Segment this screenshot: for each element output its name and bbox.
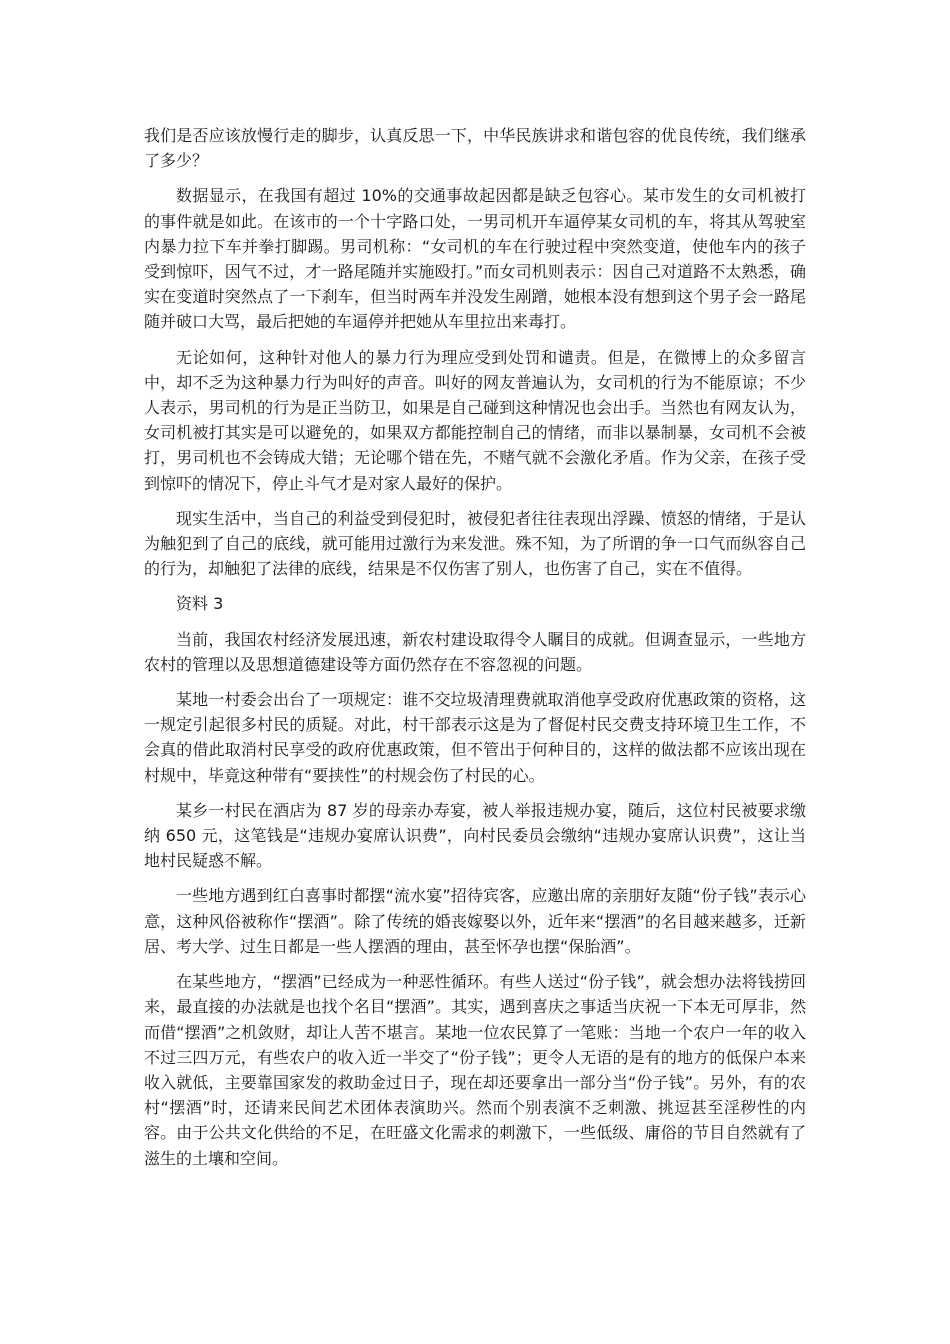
paragraph-continuation: 我们是否应该放慢行走的脚步，认真反思一下，中华民族讲求和谐包容的优良传统，我们继承了多少？ bbox=[144, 126, 806, 171]
section-heading-material-3: 资料 3 bbox=[176, 594, 224, 614]
paragraph-banquet-custom: 一些地方遇到红白喜事时都摆“流水宴”招待宾客，应邀出席的亲朋好友随“份子钱”表示心意，这种风俗被称作“摆酒”。除了传统的婚丧嫁娶以外，近年来“摆酒”的名目越来越多，迁新居、考大学、过生日都是一些人摆酒的理由，甚至怀孕也摆“保胎酒”。 bbox=[144, 886, 806, 956]
paragraph-violence-comments: 无论如何，这种针对他人的暴力行为理应受到处罚和谴责。但是，在微博上的众多留言中，却不乏为这种暴力行为叫好的声音。叫好的网友普遍认为，女司机的行为不能原谅；不少人表示，男司机的行为是正当防卫，如果是自己碰到这种情况也会出手。当然也有网友认为，女司机被打其实是可以避免的，如果双方都能控制自己的情绪，而非以暴制暴，女司机不会被打，男司机也不会铸成大错；无论哪个错在先，不赌气就不会激化矛盾。作为父亲，在孩子受到惊吓的情况下，停止斗气才是对家人最好的保护。 bbox=[144, 347, 806, 493]
paragraph-real-life: 现实生活中，当自己的利益受到侵犯时，被侵犯者往往表现出浮躁、愤怒的情绪，于是认为触犯到了自己的底线，就可能用过激行为来发泄。殊不知，为了所谓的争一口气而纵容自己的行为，却触犯了法律的底线，结果是不仅伤害了别人，也伤害了自己，实在不值得。 bbox=[144, 508, 806, 579]
paragraph-village-rule: 某地一村委会出台了一项规定：谁不交垃圾清理费就取消他享受政府优惠政策的资格，这一规定引起很多村民的质疑。对此，村干部表示这是为了督促村民交费支持环境卫生工作，不会真的借此取消村民享受的政府优惠政策，但不管出于何种目的，这样的做法都不应该出现在村规中，毕竟这种带有“要挟性”的村规会伤了村民的心。 bbox=[144, 690, 806, 785]
paragraph-vicious-cycle: 在某些地方，“摆酒”已经成为一种恶性循环。有些人送过“份子钱”，就会想办法将钱捞回来，最直接的办法就是也找个名目“摆酒”。其实，遇到喜庆之事适当庆祝一下本无可厚非，然而借“摆酒”之机敛财，却让人苦不堪言。某地一位农民算了一笔账：当地一个农户一年的收入不过三四万元，有些农户的收入近一半交了“份子钱”；更令人无语的是有的地方的低保户本来收入就低，主要靠国家发的救助金过日子，现在却还要拿出一部分当“份子钱”。另外，有的农村“摆酒”时，还请来民间艺术团体表演助兴。然而个别表演不乏刺激、挑逗甚至淫秽性的内容。由于公共文化供给的不足，在旺盛文化需求的刺激下，一些低级、庸俗的节目自然就有了滋生的土壤和空间。 bbox=[144, 972, 806, 1168]
document-page bbox=[144, 123, 806, 1181]
paragraph-rural-economy: 当前，我国农村经济发展迅速，新农村建设取得令人瞩目的成就。但调查显示，一些地方农村的管理以及思想道德建设等方面仍然存在不容忽视的问题。 bbox=[144, 629, 806, 674]
paragraph-traffic-data: 数据显示，在我国有超过 10%的交通事故起因都是缺乏包容心。某市发生的女司机被打的事件就是如此。在该市的一个十字路口处，一男司机开车逼停某女司机的车，将其从驾驶室内暴力拉下车并拳打脚踢。男司机称：“女司机的车在行驶过程中突然变道，使他车内的孩子受到惊吓，因气不过，才一路尾随并实施殴打。”而女司机则表示：因自己对道路不太熟悉，确实在变道时突然点了一下刹车，但当时两车并没发生剐蹭，她根本没有想到这个男子会一路尾随并破口大骂，最后把她的车逼停并把她从车里拉出来毒打。 bbox=[144, 186, 806, 332]
paragraph-birthday-banquet: 某乡一村民在酒店为 87 岁的母亲办寿宴，被人举报违规办宴，随后，这位村民被要求缴纳 650 元，这笔钱是“违规办宴席认识费”，向村民委员会缴纳“违规办宴席认识费”，这让当地村民疑惑不解。 bbox=[144, 800, 806, 871]
